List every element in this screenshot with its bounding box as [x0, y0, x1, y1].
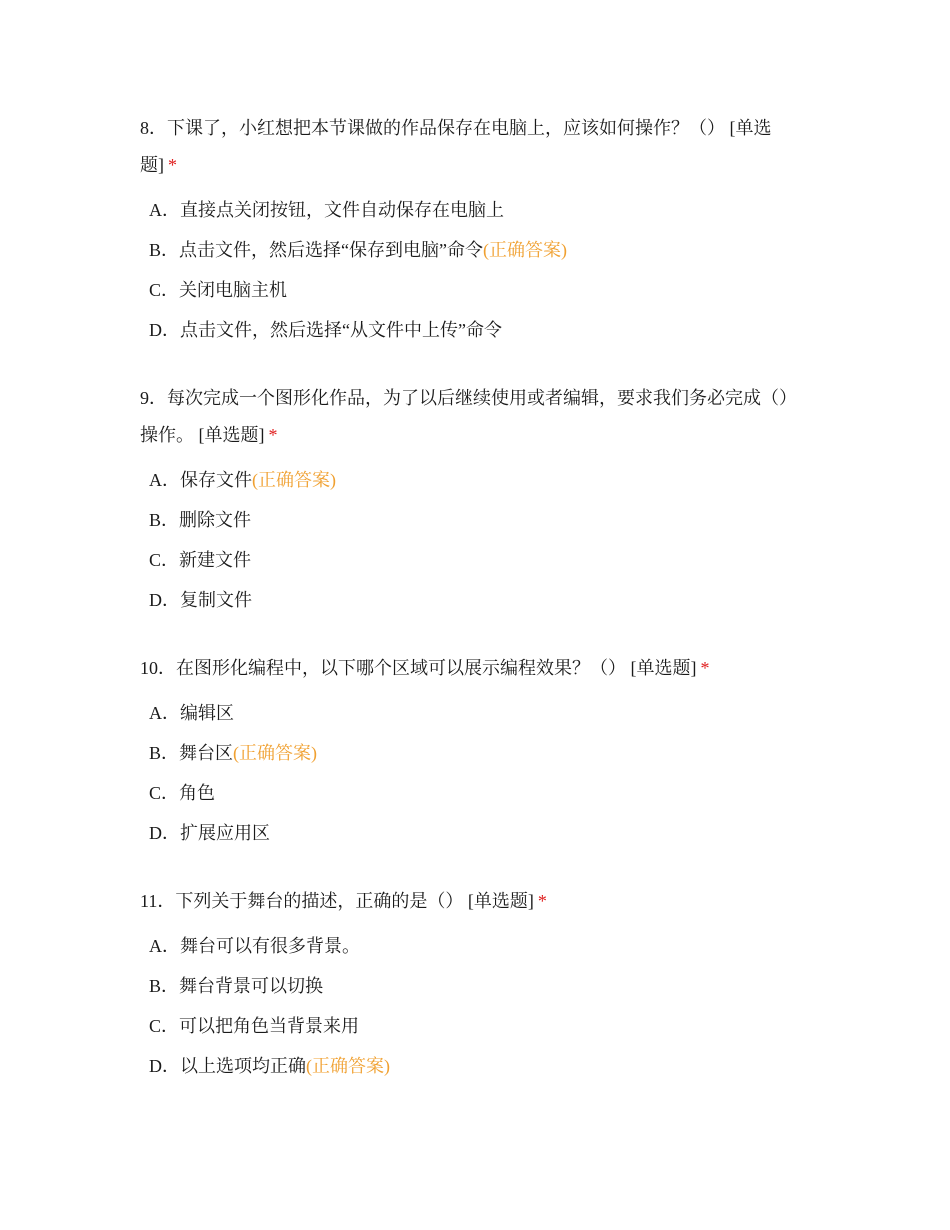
question-9 — [140, 380, 800, 620]
quiz-document — [140, 110, 800, 1116]
option-text: 直接点关闭按钮，文件自动保存在电脑上 — [180, 200, 504, 220]
question-text: 每次完成一个图形化作品，为了以后继续使用或者编辑，要求我们务必完成（）操作。 — [140, 388, 797, 445]
option-text: 以上选项均正确 — [180, 1056, 306, 1076]
option-letter: D． — [149, 320, 180, 340]
option-text: 点击文件，然后选择“保存到电脑”命令 — [179, 240, 483, 260]
option-d — [140, 1046, 800, 1086]
question-text: 下列关于舞台的描述，正确的是（） — [175, 891, 464, 911]
correct-answer-tag: (正确答案) — [233, 743, 318, 763]
question-type: [单选题] — [630, 658, 697, 678]
question-8 — [140, 110, 800, 350]
option-d — [140, 310, 800, 350]
question-type: [单选题] — [140, 118, 772, 175]
option-a — [140, 460, 800, 500]
option-d — [140, 580, 800, 620]
option-a — [140, 693, 800, 733]
question-number: 8． — [140, 118, 167, 138]
question-11 — [140, 883, 800, 1086]
option-b — [140, 966, 800, 1006]
option-b — [140, 500, 800, 540]
option-a — [140, 190, 800, 230]
question-number: 9． — [140, 388, 167, 408]
option-text: 舞台区 — [179, 743, 234, 763]
question-type: [单选题] — [198, 425, 265, 445]
required-marker: * — [537, 891, 547, 911]
option-letter: C． — [149, 1016, 180, 1036]
option-text: 编辑区 — [180, 703, 234, 723]
option-letter: D． — [149, 590, 180, 610]
option-letter: B． — [149, 510, 180, 530]
question-title — [140, 380, 800, 454]
option-text: 关闭电脑主机 — [179, 280, 288, 300]
option-letter: B． — [149, 976, 180, 996]
option-text: 保存文件 — [180, 470, 252, 490]
question-title — [140, 883, 800, 920]
option-text: 删除文件 — [179, 510, 252, 530]
question-type: [单选题] — [467, 891, 534, 911]
option-text: 舞台背景可以切换 — [179, 976, 324, 996]
option-text: 新建文件 — [179, 550, 252, 570]
option-letter: A． — [149, 470, 180, 490]
option-text: 可以把角色当背景来用 — [179, 1016, 360, 1036]
option-letter: C． — [149, 550, 180, 570]
option-text: 扩展应用区 — [180, 823, 270, 843]
option-letter: A． — [149, 936, 180, 956]
option-letter: A． — [149, 200, 180, 220]
option-b — [140, 230, 800, 270]
option-letter: C． — [149, 280, 180, 300]
option-text: 舞台可以有很多背景。 — [180, 936, 360, 956]
required-marker: * — [700, 658, 710, 678]
option-c — [140, 1006, 800, 1046]
correct-answer-tag: (正确答案) — [306, 1056, 390, 1076]
option-c — [140, 540, 800, 580]
question-number: 10． — [140, 658, 176, 678]
question-title — [140, 110, 800, 184]
question-10 — [140, 650, 800, 853]
required-marker: * — [168, 155, 177, 175]
option-d — [140, 813, 800, 853]
correct-answer-tag: (正确答案) — [252, 470, 336, 490]
option-c — [140, 773, 800, 813]
option-letter: D． — [149, 1056, 180, 1076]
option-text: 点击文件，然后选择“从文件中上传”命令 — [180, 320, 502, 340]
option-letter: D． — [149, 823, 180, 843]
correct-answer-tag: (正确答案) — [483, 240, 567, 260]
question-text: 在图形化编程中，以下哪个区域可以展示编程效果？（） — [176, 658, 626, 678]
option-letter: B． — [149, 240, 180, 260]
option-b — [140, 733, 800, 773]
option-letter: B． — [149, 743, 180, 763]
option-c — [140, 270, 800, 310]
option-text: 复制文件 — [180, 590, 252, 610]
option-text: 角色 — [179, 783, 216, 803]
question-text: 下课了，小红想把本节课做的作品保存在电脑上，应该如何操作？（） — [167, 118, 725, 138]
option-letter: C． — [149, 783, 180, 803]
option-a — [140, 926, 800, 966]
option-letter: A． — [149, 703, 180, 723]
question-number: 11． — [140, 891, 176, 911]
question-title — [140, 650, 800, 687]
required-marker: * — [268, 425, 278, 445]
